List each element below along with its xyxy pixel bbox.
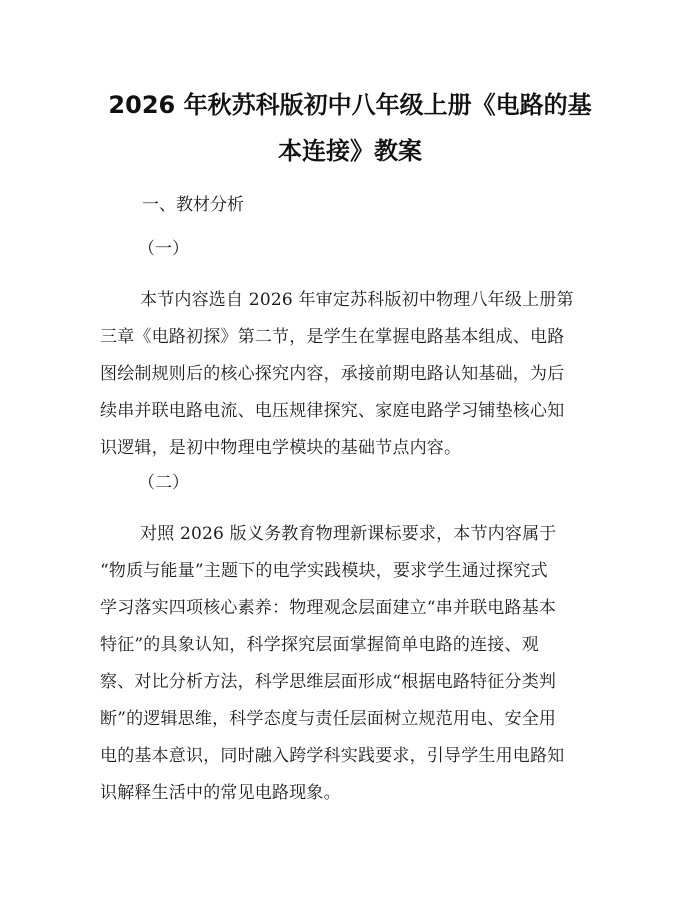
subsection-label-2: （二） [138, 473, 189, 493]
paragraph-line: 察、对比分析方法，科学思维层面形成“根据电路特征分类判 [100, 672, 557, 692]
paragraph-line: 断”的逻辑思维，科学态度与责任层面树立规范用电、安全用 [100, 709, 557, 729]
paragraph-line: 对照 2026 版义务教育物理新课标要求，本节内容属于 [140, 524, 557, 544]
paragraph-line: 识解释生活中的常见电路现象。 [100, 783, 341, 803]
paragraph-1 [100, 282, 600, 467]
paragraph-line: 特征”的具象认知，科学探究层面掌握简单电路的连接、观 [100, 635, 539, 655]
document-title-line-2: 本连接》教案 [278, 137, 422, 165]
subsection-label-1: （一） [138, 239, 189, 259]
document-title-line-1: 2026 年秋苏科版初中八年级上册《电路的基 [108, 91, 592, 119]
paragraph-line: 图绘制规则后的核心探究内容，承接前期电路认知基础，为后 [100, 364, 565, 384]
paragraph-line: 识逻辑，是初中物理电学模块的基础节点内容。 [100, 438, 462, 458]
section-heading: 一、教材分析 [142, 195, 244, 215]
paragraph-line: 三章《电路初探》第二节，是学生在掌握电路基本组成、电路 [100, 327, 565, 347]
paragraph-line: “物质与能量”主题下的电学实践模块，要求学生通过探究式 [100, 561, 548, 581]
paragraph-2 [100, 516, 600, 812]
paragraph-line: 电的基本意识，同时融入跨学科实践要求，引导学生用电路知 [100, 746, 565, 766]
paragraph-line: 续串并联电路电流、电压规律探究、家庭电路学习铺垫核心知 [100, 401, 565, 421]
paragraph-line: 本节内容选自 2026 年审定苏科版初中物理八年级上册第 [140, 290, 574, 310]
paragraph-line: 学习落实四项核心素养：物理观念层面建立“串并联电路基本 [100, 598, 557, 618]
